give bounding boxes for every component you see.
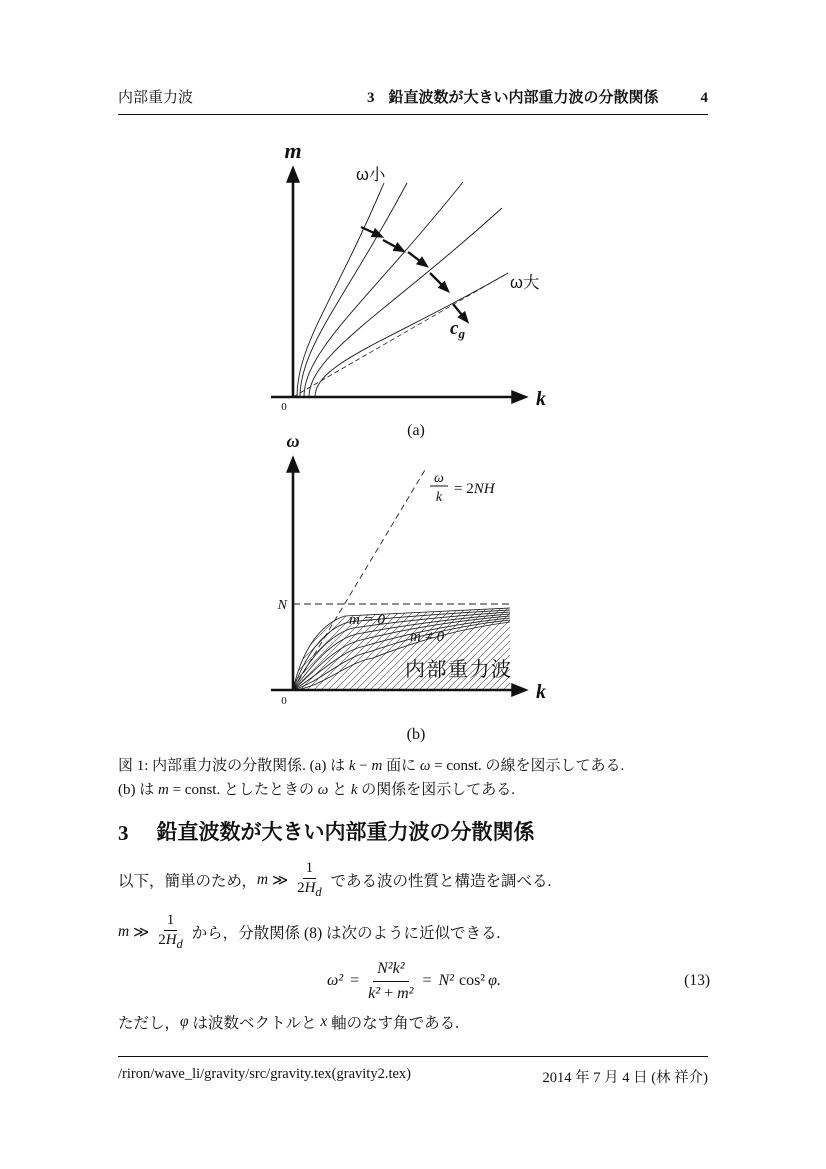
caption-var-omega: ω [317, 782, 329, 798]
cg-direction-arrow-5 [453, 304, 462, 315]
den-coefficient: 2 [158, 932, 166, 949]
b-k-axis-label: k [536, 681, 546, 703]
b-2nh-label-rhs: = 2NH [454, 481, 495, 497]
body-text: 以下，簡単のため， [118, 873, 257, 890]
body-text: は波数ベクトルと [188, 1015, 321, 1032]
eq-fraction-denominator [368, 982, 413, 1003]
a-curve-3 [304, 182, 463, 397]
section-heading [118, 820, 710, 846]
b-region-label: 内部重力波 [405, 659, 513, 681]
figure-caption-line-2 [118, 778, 710, 802]
figure-1-canvas [113, 135, 713, 750]
var-H: H [165, 932, 177, 949]
body-text: ただし， [118, 1015, 181, 1032]
var-H: H [304, 880, 316, 897]
eq-equals-2: = [422, 972, 432, 989]
inline-fraction [158, 912, 183, 952]
section-number: 3 [118, 821, 129, 845]
body-text: である波の性質と構造を調べる. [326, 873, 552, 890]
paragraph-3 [118, 1010, 710, 1034]
eq-den-k: k² [368, 984, 381, 1002]
caption-var-k: k [348, 758, 356, 774]
var-m: m [118, 923, 130, 940]
much-greater-symbol: ≫ [268, 871, 293, 889]
subfigure-a [271, 138, 546, 439]
fraction-numerator: 1 [303, 860, 317, 879]
a-cg-label: $c_g$ [450, 318, 465, 341]
var-x: x [320, 1013, 328, 1030]
a-k-axis-label: k [536, 388, 546, 410]
b-origin-label: 0 [281, 695, 287, 707]
caption-text: = const. としたときの [168, 782, 318, 798]
page-header [118, 86, 708, 115]
header-section-mark [367, 86, 659, 107]
eq-phi: φ. [488, 972, 501, 989]
b-m-nonzero-label: m ≠ 0 [410, 629, 445, 645]
cg-direction-arrow-3 [408, 252, 420, 261]
cg-direction-arrow-4 [430, 273, 442, 285]
var-phi: φ [180, 1013, 189, 1030]
figure-caption [118, 754, 710, 802]
fraction-denominator [158, 931, 183, 951]
caption-minus: − [355, 758, 372, 774]
b-caption: (b) [406, 726, 426, 743]
a-omega-large-label: ω大 [510, 274, 540, 292]
b-2nh-label-denominator: k [435, 490, 443, 505]
b-m-zero-label: m = 0 [349, 612, 385, 628]
header-section-title: 鉛直波数が大きい内部重力波の分散関係 [388, 89, 659, 106]
figure-1 [113, 135, 713, 750]
paragraph-2 [118, 910, 710, 954]
a-m-axis-label: m [284, 138, 302, 163]
body-text: 軸のなす角である. [327, 1015, 460, 1032]
eq-n-squared: N² [438, 972, 454, 989]
a-asymptote-dashed [293, 273, 508, 397]
b-2nh-label [430, 471, 496, 505]
cg-direction-arrow-2 [383, 240, 396, 247]
var-H-subscript: d [315, 885, 322, 900]
subfigure-b [271, 431, 546, 743]
caption-var-m: m [158, 782, 169, 798]
equation-number: (13) [684, 972, 710, 989]
eq-fraction-numerator: N²k² [373, 959, 408, 981]
much-greater-symbol: ≫ [129, 923, 154, 941]
footer-date-author: 2014 年 7 月 4 日 (林 祥介) [542, 1070, 708, 1086]
body-text: から，分散関係 (8) は次のように近似できる. [187, 925, 501, 942]
page-number: 4 [700, 90, 708, 106]
caption-text: 図 1: 内部重力波の分散関係. (a) は [118, 758, 349, 774]
inline-fraction [297, 860, 322, 900]
eq-equals-1: = [350, 972, 360, 989]
header-section-number: 3 [366, 90, 375, 106]
den-coefficient: 2 [297, 880, 305, 897]
eq-lhs: ω² [327, 972, 344, 989]
equation-13 [118, 958, 710, 1004]
eq-cos: cos² [458, 972, 486, 989]
eq-fraction [368, 959, 413, 1002]
caption-text: の関係を図示してある. [357, 782, 516, 798]
b-omega-axis-label: ω [286, 431, 300, 451]
footer-file-path: /riron/wave_li/gravity/src/gravity.tex(gravity2.tex) [118, 1066, 411, 1082]
caption-text: と [328, 782, 351, 798]
caption-text: = const. の線を図示してある. [430, 758, 625, 774]
fraction-denominator [297, 879, 322, 899]
caption-var-k: k [350, 782, 358, 798]
a-origin-label: 0 [281, 401, 287, 413]
b-n-label: N [277, 598, 287, 613]
paragraph-1 [118, 858, 710, 902]
caption-text: (b) は [118, 782, 158, 798]
caption-text: 面に [382, 758, 420, 774]
b-2nh-label-numerator: ω [434, 471, 444, 486]
var-m: m [256, 871, 269, 888]
var-H-subscript: d [176, 937, 183, 952]
a-curve-2 [300, 183, 407, 397]
eq-den-m: m² [397, 984, 414, 1002]
header-left-title: 内部重力波 [118, 89, 194, 106]
a-caption: (a) [407, 422, 425, 439]
caption-var-omega: ω [419, 758, 431, 774]
page-footer [118, 1056, 708, 1087]
section-title: 鉛直波数が大きい内部重力波の分散関係 [156, 821, 535, 844]
caption-var-m: m [371, 758, 383, 774]
eq-den-plus: + [380, 984, 398, 1002]
figure-caption-line-1 [118, 754, 710, 778]
fraction-numerator: 1 [164, 912, 178, 931]
a-omega-small-label: ω小 [356, 166, 386, 184]
